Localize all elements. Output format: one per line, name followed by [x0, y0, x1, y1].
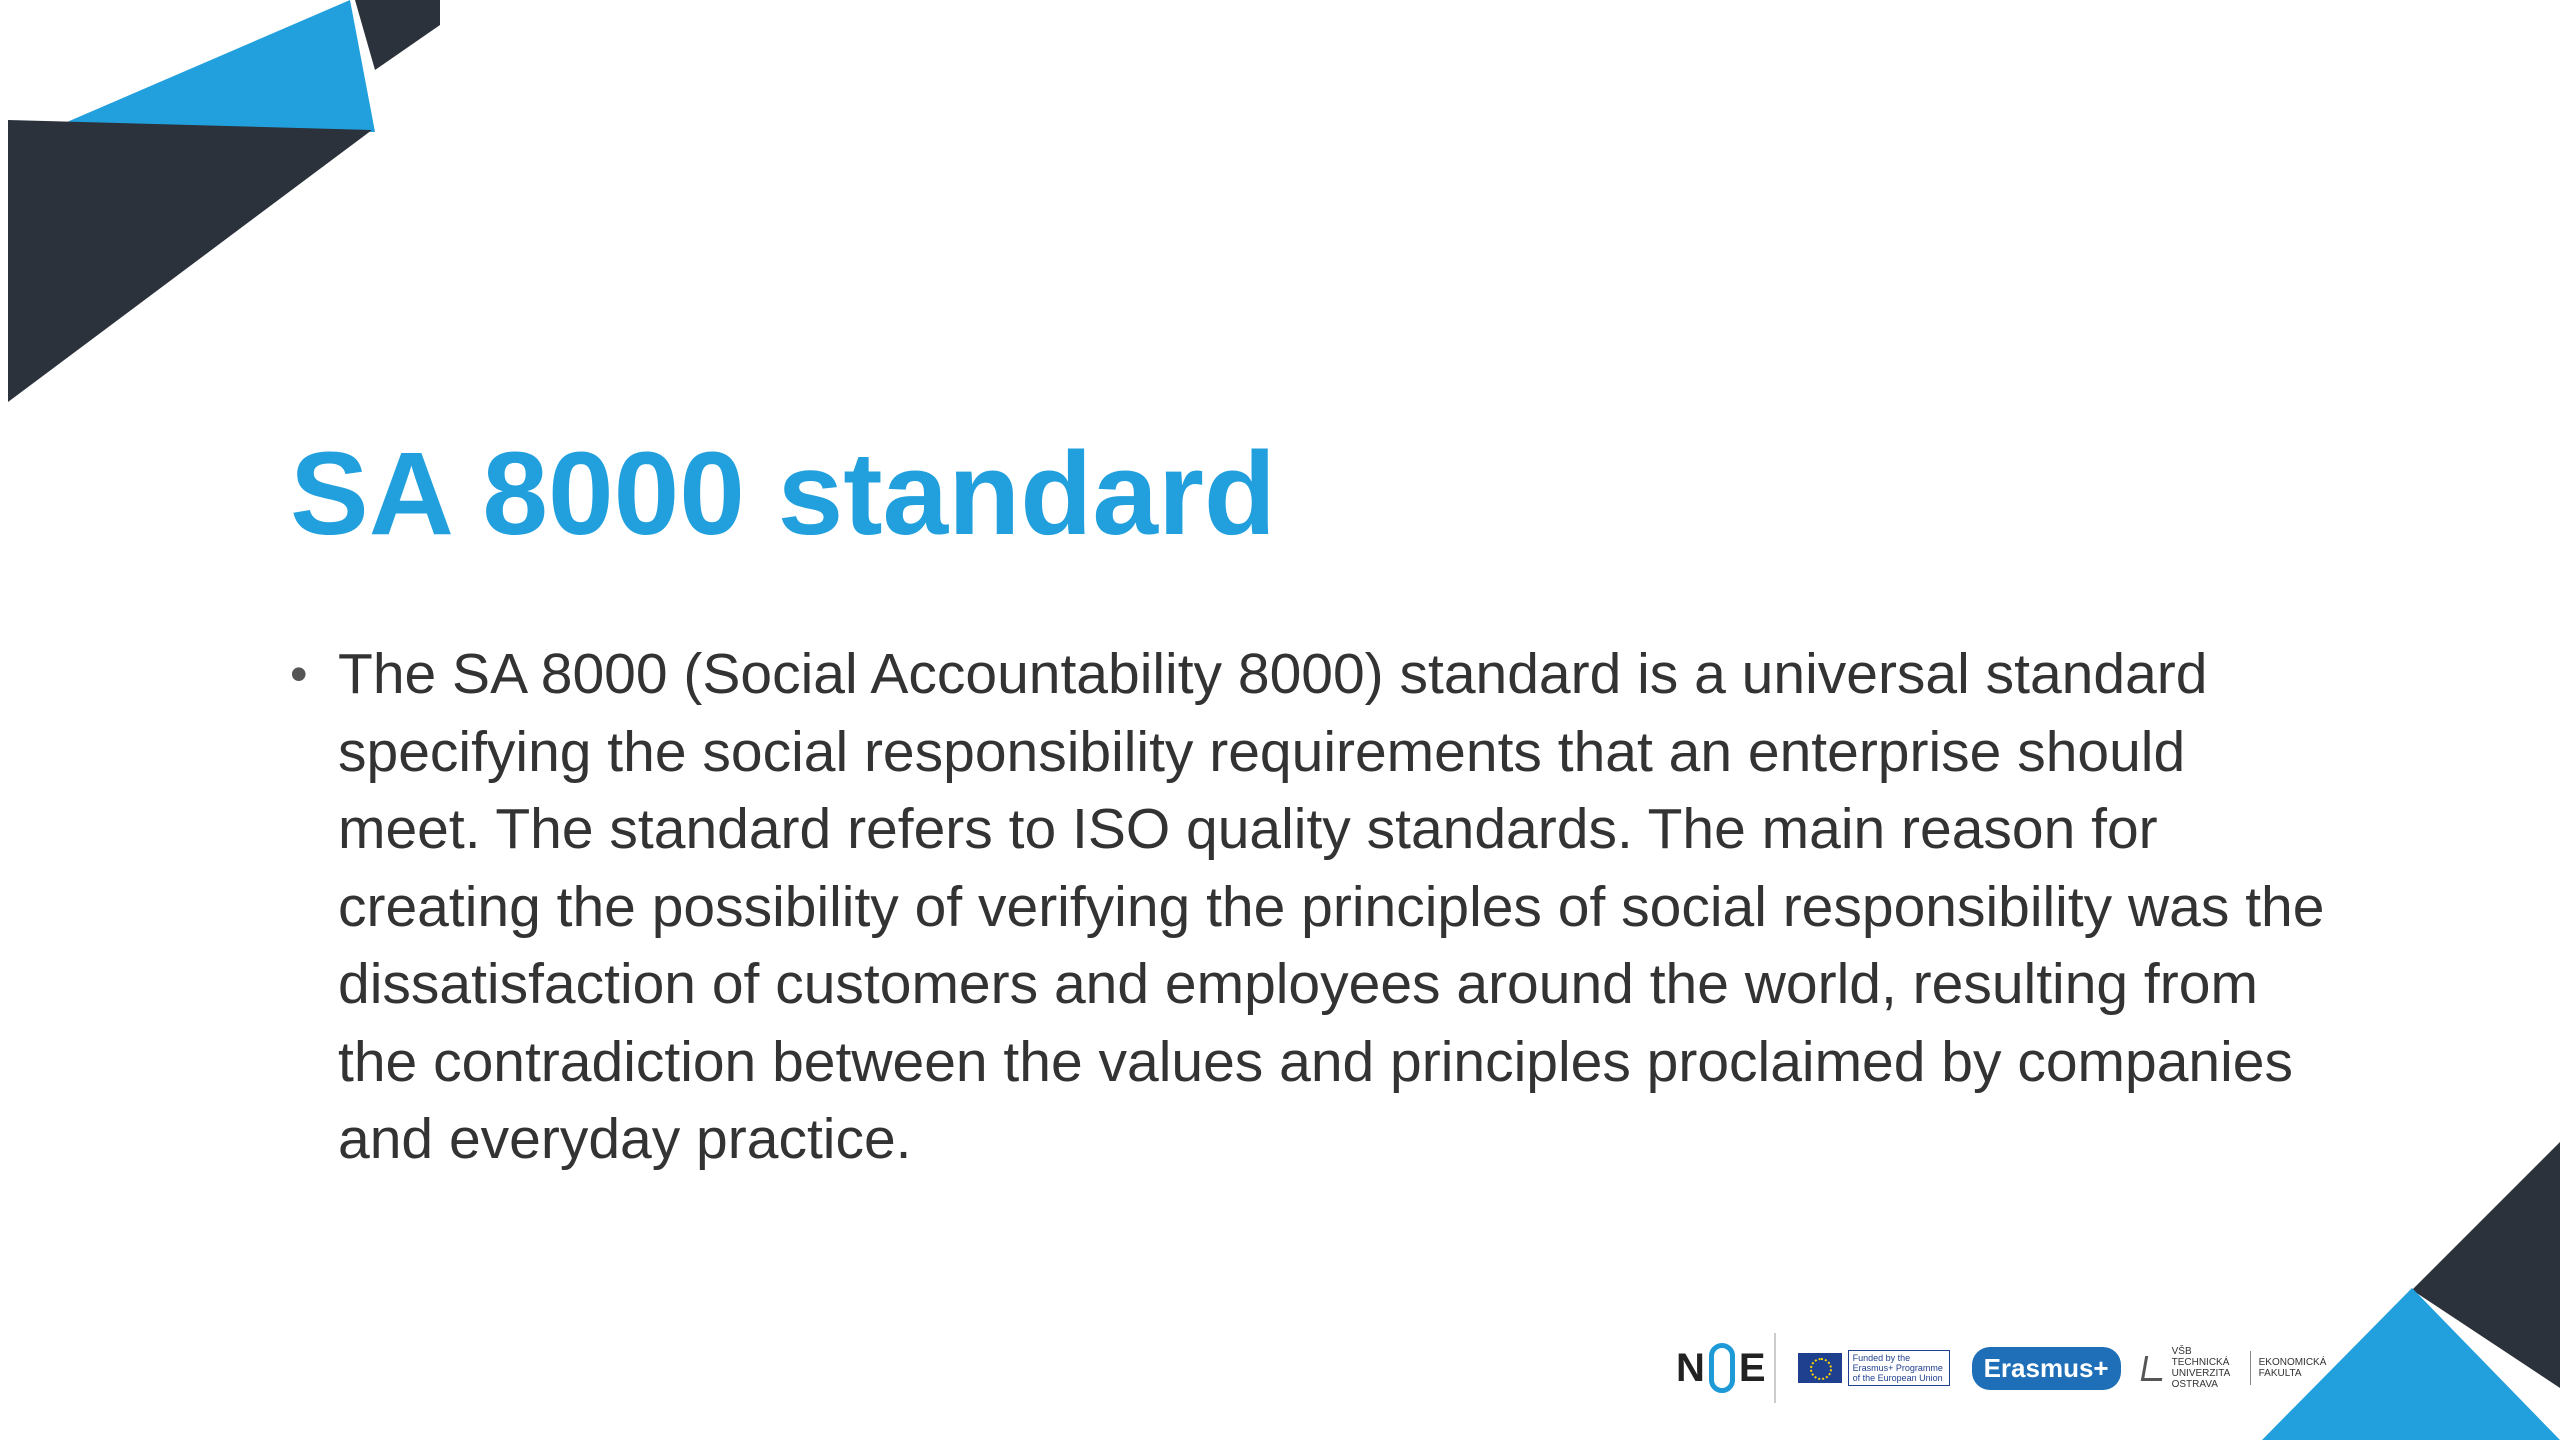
bullet-list: [290, 636, 2330, 1179]
vsb-faculty-name: EKONOMICKÁ FAKULTA: [2258, 1357, 2327, 1379]
nice-logo-left: N: [1676, 1345, 1705, 1390]
vsb-logo: [2143, 1346, 2327, 1390]
vsb-university-name: VŠB TECHNICKÁ UNIVERZITA OSTRAVA: [2171, 1346, 2230, 1390]
erasmus-logo: Erasmus+: [1972, 1347, 2121, 1390]
eu-flag-icon: [1798, 1353, 1842, 1383]
nice-logo-mark-icon: [1709, 1343, 1735, 1393]
footer-logos: [1668, 1328, 2327, 1408]
vsb-mark-icon: [2140, 1356, 2165, 1381]
eu-funding-text: Funded by the Erasmus+ Programme of the European Union: [1848, 1350, 1950, 1386]
top-left-dark-triangle: [8, 120, 372, 402]
bullet-item: [290, 636, 2330, 1179]
nice-logo: [1668, 1333, 1776, 1403]
slide-title: SA 8000 standard: [290, 428, 1276, 560]
vsb-divider: [2250, 1351, 2251, 1385]
top-left-dark-shard: [355, 0, 440, 70]
eu-funding-logo: [1798, 1350, 1950, 1386]
top-left-blue-triangle: [60, 0, 375, 132]
nice-logo-right: E: [1738, 1345, 1766, 1390]
bullet-icon: •: [290, 646, 308, 702]
bullet-text: The SA 8000 (Social Accountability 8000) standard is a universal standard specifying the social responsibility requirements that an enterprise should meet. The standard refers to ISO quality standards. The main reason for creating the possibility of verifying the principles of social responsibility was the dissatisfaction of customers and employees around the world, resulting from the contradiction between the values and principles proclaimed by companies and everyday practice.: [338, 642, 2325, 1171]
